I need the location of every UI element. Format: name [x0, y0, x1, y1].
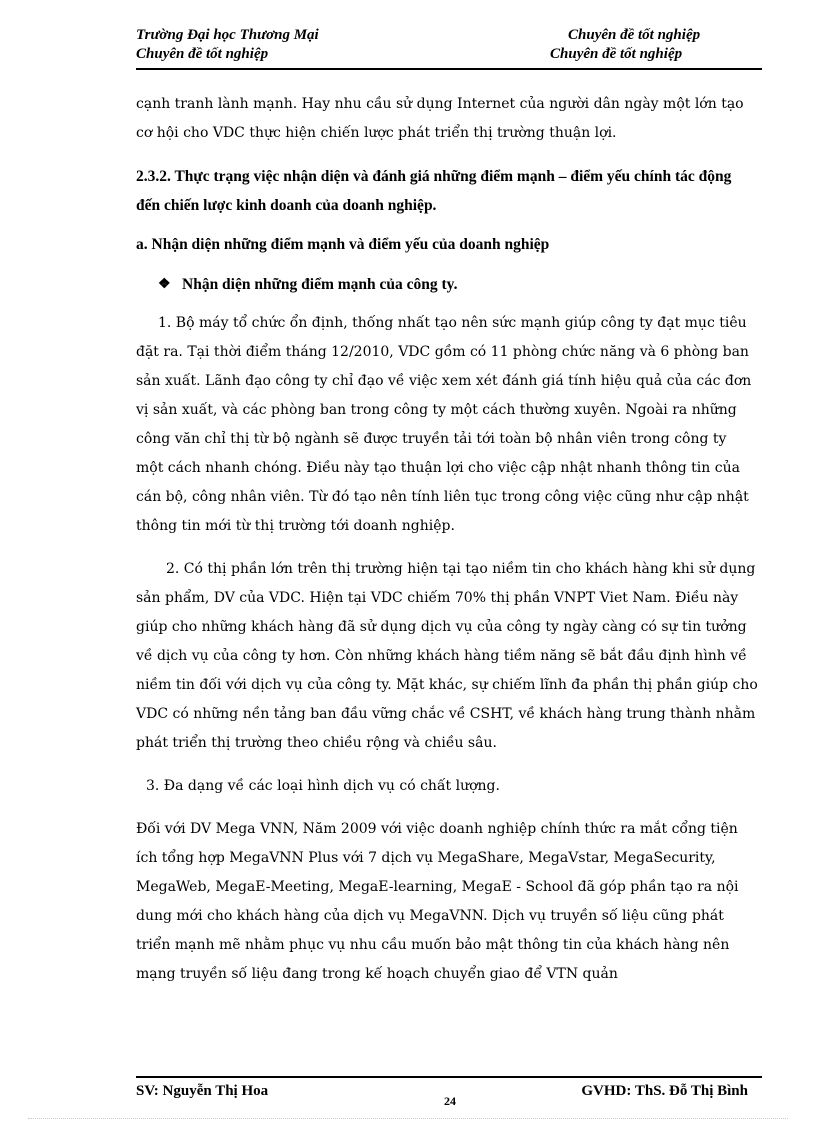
- header-doc-type-right-2: Chuyên đề tốt nghiệp: [550, 46, 683, 62]
- header-doc-type-left: Chuyên đề tốt nghiệp: [136, 46, 269, 62]
- strength-paragraph-2: 2. Có thị phần lớn trên thị trường hiện tại tạo niềm tin cho khách hàng khi sử dụng sản phẩm, DV của VDC. Hiện tại VDC chiếm 70% thị phần VNPT Viet Nam. Điều này giúp cho những khách hàng đã sử dụng dịch vụ của công ty ngày càng có sự tin tưởng về dịch vụ của công ty hơn. Còn những khách hàng tiềm năng sẽ bắt đầu định hình về niềm tin đối với dịch vụ của công ty. Mặt khác, sự chiếm lĩnh đa phần thị phần giúp cho VDC có những nền tảng ban đầu vững chắc về CSHT, về khách hàng trung thành nhằm phát triển thị trường theo chiều rộng và chiều sâu.: [136, 561, 758, 751]
- strength-paragraph-3-detail: Đối với DV Mega VNN, Năm 2009 với việc doanh nghiệp chính thức ra mắt cổng tiện ích tổng hợp MegaVNN Plus với 7 dịch vụ MegaShare, MegaVstar, MegaSecurity, MegaWeb, MegaE-Meeting, MegaE-learning, MegaE - School đã góp phần tạo ra nội dung mới cho khách hàng của dịch vụ MegaVNN. Dịch vụ truyền số liệu cũng phát triển mạnh mẽ nhằm phục vụ nhu cầu muốn bảo mật thông tin của khách hàng nên mạng truyền số liệu đang trong kế hoạch chuyển giao để VTN quản: [136, 821, 739, 982]
- footer-student: SV: Nguyễn Thị Hoa: [136, 1083, 269, 1099]
- page-number: 24: [444, 1094, 456, 1108]
- bullet-text: Nhận diện những điểm mạnh của công ty.: [182, 276, 458, 293]
- page-body: [136, 90, 758, 989]
- strength-item-3: 3. Đa dạng về các loại hình dịch vụ có chất lượng.: [146, 778, 500, 794]
- continuation-paragraph: cạnh tranh lành mạnh. Hay nhu cầu sử dụng Internet của người dân ngày một lớn tạo cơ hội cho VDC thực hiện chiến lược phát triển thị trường thuận lợi.: [136, 96, 744, 141]
- footer-advisor: GVHD: ThS. Đỗ Thị Bình: [581, 1083, 748, 1099]
- diamond-bullet-icon: ❖: [158, 277, 171, 292]
- page-header: [136, 24, 762, 70]
- header-university: Trường Đại học Thương Mại: [136, 27, 319, 43]
- page-edge-divider: [28, 1118, 788, 1119]
- subheading-a: a. Nhận diện những điểm mạnh và điểm yếu của doanh nghiệp: [136, 236, 550, 253]
- header-doc-type-right-1: Chuyên đề tốt nghiệp: [568, 27, 701, 43]
- page-footer: [136, 1076, 762, 1108]
- strength-paragraph-1: 1. Bộ máy tổ chức ổn định, thống nhất tạo nên sức mạnh giúp công ty đạt mục tiêu đặt ra. Tại thời điểm tháng 12/2010, VDC gồm có 11 phòng chức năng và 6 phòng ban sản xuất. Lãnh đạo công ty chỉ đạo về việc xem xét đánh giá tính hiệu quả của các đơn vị sản xuất, và các phòng ban trong công ty một cách thường xuyên. Ngoài ra những công văn chỉ thị từ bộ ngành sẽ được truyền tải tới toàn bộ nhân viên trong công ty một cách nhanh chóng. Điều này tạo thuận lợi cho việc cập nhật nhanh thông tin của cán bộ, công nhân viên. Từ đó tạo nên tính liên tục trong công việc cũng như cập nhật thông tin mới từ thị trường tới doanh nghiệp.: [136, 315, 752, 534]
- bullet-item: [158, 270, 758, 299]
- section-heading: 2.3.2. Thực trạng việc nhận diện và đánh giá những điểm mạnh – điểm yếu chính tác động đến chiến lược kinh doanh của doanh nghiệp.: [136, 168, 732, 214]
